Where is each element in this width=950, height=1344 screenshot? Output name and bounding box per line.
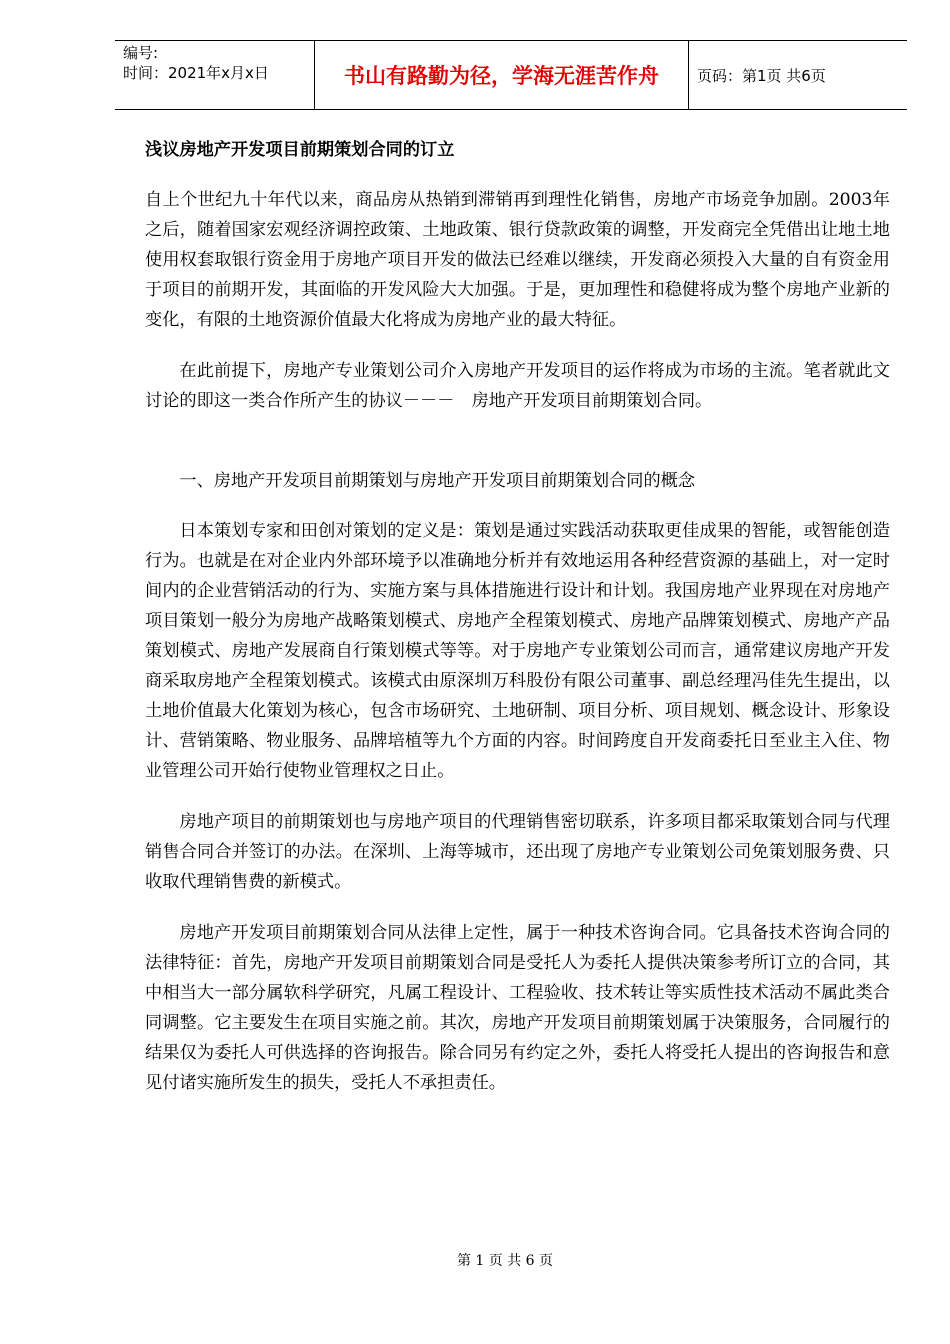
paragraph-intro: 自上个世纪九十年代以来，商品房从热销到滞销再到理性化销售，房地产市场竞争加剧。2003年之后，随着国家宏观经济调控政策、土地政策、银行贷款政策的调整，开发商完全凭借出让地土地使用权套取银行资金用于房地产项目开发的做法已经难以继续，开发商必须投入大量的自有资金用于项目的前期开发，其面临的开发风险大大加强。于是，更加理性和稳健将成为整个房地产业新的变化，有限的土地资源价值最大化将成为房地产业的最大特征。 xyxy=(145,190,890,330)
page-header xyxy=(115,40,907,110)
header-page-info: 页码：第1页 共6页 xyxy=(697,66,826,85)
paragraph-sales-relation: 房地产项目的前期策划也与房地产项目的代理销售密切联系，许多项目都采取策划合同与代理销售合同合并签订的办法。在深圳、上海等城市，还出现了房地产专业策划公司免策划服务费、只收取代理销售费的新模式。 xyxy=(145,812,890,892)
paragraph-definition: 日本策划专家和田创对策划的定义是：策划是通过实践活动获取更佳成果的智能，或智能创造行为。也就是在对企业内外部环境予以准确地分析并有效地运用各种经营资源的基础上，对一定时间内的企业营销活动的行为、实施方案与具体措施进行设计和计划。我国房地产业界现在对房地产项目策划一般分为房地产战略策划模式、房地产全程策划模式、房地产品牌策划模式、房地产产品策划模式、房地产发展商自行策划模式等等。对于房地产专业策划公司而言，通常建议房地产开发商采取房地产全程策划模式。该模式由原深圳万科股份有限公司董事、副总经理冯佳先生提出，以土地价值最大化策划为核心，包含市场研究、土地研制、项目分析、项目规划、概念设计、形象设计、营销策略、物业服务、品牌培植等九个方面的内容。时间跨度自开发商委托日至业主入住、物业管理公司开始行使物业管理权之日止。 xyxy=(145,521,890,781)
section-heading: 一、房地产开发项目前期策划与房地产开发项目前期策划合同的概念 xyxy=(179,471,696,491)
document-time-label: 时间：2021年x月x日 xyxy=(123,64,269,82)
paragraph-legal-nature: 房地产开发项目前期策划合同从法律上定性，属于一种技术咨询合同。它具备技术咨询合同的法律特征：首先，房地产开发项目前期策划合同是受托人为委托人提供决策参考所订立的合同，其中相当大一部分属软科学研究，凡属工程设计、工程验收、技术转让等实质性技术活动不属此类合同调整。它主要发生在项目实施之前。其次，房地产开发项目前期策划属于决策服务，合同履行的结果仅为委托人可供选择的咨询报告。除合同另有约定之外，委托人将受托人提出的咨询报告和意见付诸实施所发生的损失，受托人不承担责任。 xyxy=(145,923,890,1093)
document-number-label: 编号: xyxy=(123,44,159,62)
document-title: 浅议房地产开发项目前期策划合同的订立 xyxy=(145,140,455,160)
paragraph-premise: 在此前提下，房地产专业策划公司介入房地产开发项目的运作将成为市场的主流。笔者就此文讨论的即这一类合作所产生的协议－－－ 房地产开发项目前期策划合同。 xyxy=(145,361,890,411)
header-meta xyxy=(115,41,315,109)
document-body xyxy=(145,130,890,1119)
header-motto: 书山有路勤为径，学海无涯苦作舟 xyxy=(315,41,689,109)
page-footer: 第 1 页 共 6 页 xyxy=(456,1253,554,1269)
